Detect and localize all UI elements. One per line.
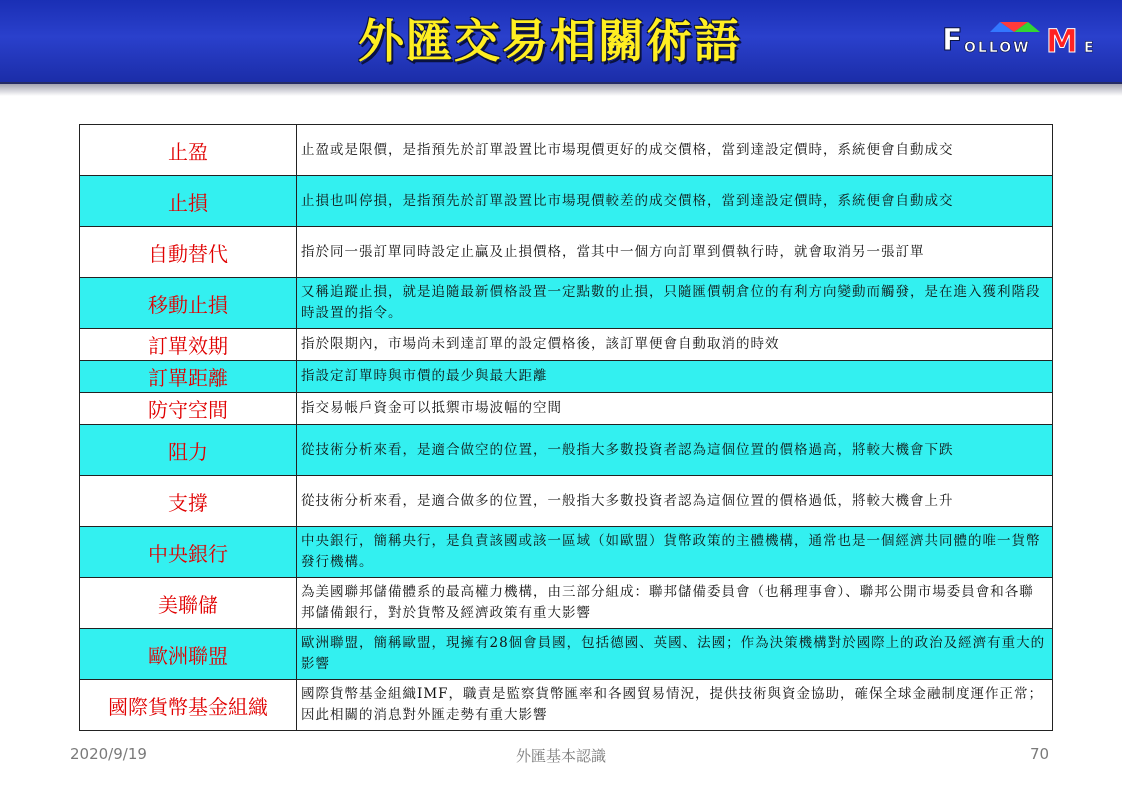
definition-cell: 指於同一張訂單同時設定止贏及止損價格，當其中一個方向訂單到價執行時，就會取消另一張訂單 bbox=[297, 227, 1053, 278]
term-cell: 防守空間 bbox=[80, 393, 297, 425]
table-row bbox=[80, 527, 1053, 578]
svg-text:E: E bbox=[1084, 40, 1094, 56]
term-cell: 訂單效期 bbox=[80, 329, 297, 361]
table-row bbox=[80, 176, 1053, 227]
table-row bbox=[80, 476, 1053, 527]
page-number: 70 bbox=[1030, 745, 1050, 763]
term-cell: 自動替代 bbox=[80, 227, 297, 278]
table-row bbox=[80, 227, 1053, 278]
title-bar-shadow bbox=[0, 82, 1122, 96]
title-bar bbox=[0, 0, 1122, 84]
table-row bbox=[80, 125, 1053, 176]
term-cell: 中央銀行 bbox=[80, 527, 297, 578]
table-row bbox=[80, 425, 1053, 476]
table-row bbox=[80, 578, 1053, 629]
page-title: 外匯交易相關術語 bbox=[358, 14, 742, 68]
term-cell: 訂單距離 bbox=[80, 361, 297, 393]
table-row bbox=[80, 329, 1053, 361]
table-row bbox=[80, 629, 1053, 680]
definition-cell: 歐洲聯盟，簡稱歐盟，現擁有28個會員國，包括德國、英國、法國；作為決策機構對於國際上的政治及經濟有重大的影響 bbox=[297, 629, 1053, 680]
definition-cell: 從技術分析來看，是適合做空的位置，一般指大多數投資者認為這個位置的價格過高，將較大機會下跌 bbox=[297, 425, 1053, 476]
term-cell: 阻力 bbox=[80, 425, 297, 476]
footer-title: 外匯基本認識 bbox=[515, 747, 606, 765]
definition-cell: 為美國聯邦儲備體系的最高權力機構，由三部分組成：聯邦儲備委員會（也稱理事會）、聯邦公開市場委員會和各聯邦儲備銀行，對於貨幣及經濟政策有重大影響 bbox=[297, 578, 1053, 629]
svg-text:M: M bbox=[1046, 22, 1078, 58]
svg-text:OLLOW: OLLOW bbox=[964, 40, 1031, 56]
svg-text:F: F bbox=[942, 23, 963, 58]
definition-cell: 又稱追蹤止損，就是追隨最新價格設置一定點數的止損，只隨匯價朝倉位的有利方向變動而觸發，是在進入獲利階段時設置的指令。 bbox=[297, 278, 1053, 329]
definition-cell: 止損也叫停損，是指預先於訂單設置比市場現價較差的成交價格，當到達設定價時，系統便會自動成交 bbox=[297, 176, 1053, 227]
term-cell: 止盈 bbox=[80, 125, 297, 176]
table-row bbox=[80, 680, 1053, 731]
term-cell: 美聯儲 bbox=[80, 578, 297, 629]
table-row bbox=[80, 278, 1053, 329]
footer-date: 2020/9/19 bbox=[70, 745, 147, 763]
followme-logo bbox=[940, 18, 1106, 58]
term-cell: 國際貨幣基金組織 bbox=[80, 680, 297, 731]
table-row bbox=[80, 361, 1053, 393]
terms-table bbox=[79, 124, 1053, 731]
definition-cell: 中央銀行，簡稱央行，是負責該國或該一區域（如歐盟）貨幣政策的主體機構，通常也是一個經濟共同體的唯一貨幣發行機構。 bbox=[297, 527, 1053, 578]
table-row bbox=[80, 393, 1053, 425]
term-cell: 移動止損 bbox=[80, 278, 297, 329]
definition-cell: 指於限期內，市場尚未到達訂單的設定價格後，該訂單便會自動取消的時效 bbox=[297, 329, 1053, 361]
definition-cell: 指交易帳戶資金可以抵禦市場波幅的空間 bbox=[297, 393, 1053, 425]
term-cell: 支撐 bbox=[80, 476, 297, 527]
definition-cell: 止盈或是限價，是指預先於訂單設置比市場現價更好的成交價格，當到達設定價時，系統便會自動成交 bbox=[297, 125, 1053, 176]
term-cell: 止損 bbox=[80, 176, 297, 227]
definition-cell: 從技術分析來看，是適合做多的位置，一般指大多數投資者認為這個位置的價格過低，將較大機會上升 bbox=[297, 476, 1053, 527]
definition-cell: 指設定訂單時與市價的最少與最大距離 bbox=[297, 361, 1053, 393]
term-cell: 歐洲聯盟 bbox=[80, 629, 297, 680]
definition-cell: 國際貨幣基金組織IMF，職責是監察貨幣匯率和各國貿易情況，提供技術與資金協助，確保全球金融制度運作正常；因此相關的消息對外匯走勢有重大影響 bbox=[297, 680, 1053, 731]
